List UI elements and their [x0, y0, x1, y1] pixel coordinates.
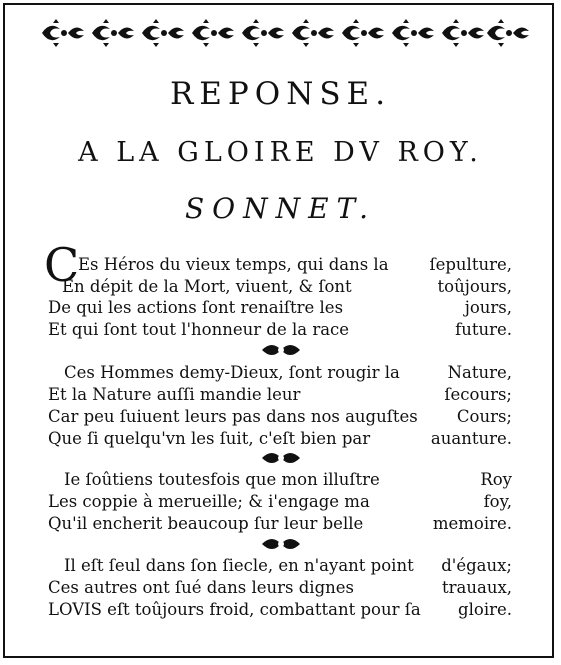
fleuron-ornament-icon	[260, 534, 302, 554]
verse-line: Et qui ſont tout l'honneur de la race future.	[48, 320, 512, 339]
fleuron-ornament-icon	[260, 340, 302, 360]
verse-line: Car peu ſuiuent leurs pas dans nos auguſtes Cours;	[48, 407, 512, 426]
verse-line: Il eſt ſeul dans ſon ſiecle, en n'ayant point d'égaux;	[64, 556, 512, 575]
drop-cap: C	[44, 238, 80, 292]
page-subtitle: A LA GLOIRE DV ROY.	[78, 137, 483, 168]
page-title: REPONSE.	[169, 76, 392, 112]
verse-line: En dépit de la Mort, viuent, & ſont toûjours,	[62, 277, 512, 296]
verse-line: Qu'il encherit beaucoup ſur leur belle memoire.	[48, 514, 512, 533]
verse-line: Ie ſoûtiens toutesfois que mon illuſtre Roy	[64, 470, 512, 489]
ornament-headpiece-icon	[40, 18, 530, 48]
verse-line: Que ſi quelqu'vn les ſuit, c'eſt bien par auanture.	[48, 429, 512, 448]
fleuron-ornament-icon	[260, 448, 302, 468]
verse-line: Les coppie à merueille; & i'engage ma foy,	[48, 492, 512, 511]
verse-line: Et la Nature auſſi mandie leur ſecours;	[48, 385, 512, 404]
verse-line: Ces Hommes demy-Dieux, ſont rougir la Nature,	[64, 363, 512, 382]
poem-form-heading: SONNET.	[184, 192, 377, 225]
verse-line: Ces autres ont ſué dans leurs dignes trauaux,	[48, 578, 512, 597]
verse-line: LOVIS eſt toûjours froid, combattant pour ſa gloire.	[48, 600, 512, 619]
verse-line: Es Héros du vieux temps, qui dans la ſepulture,	[78, 255, 512, 274]
verse-line: De qui les actions ſont renaiſtre les jours,	[48, 298, 512, 317]
